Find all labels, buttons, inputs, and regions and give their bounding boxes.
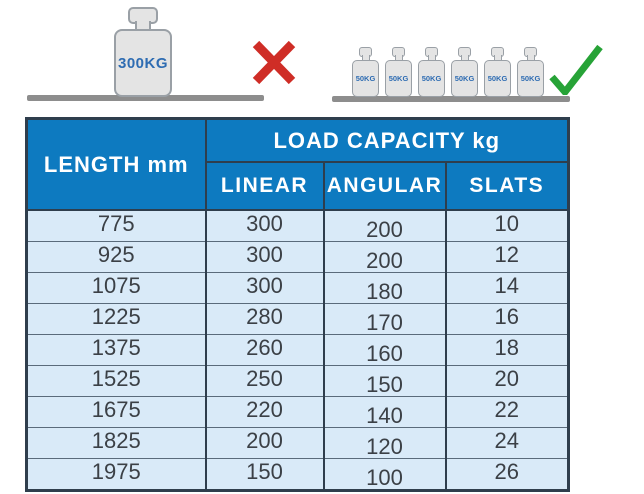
cell-angular: 140	[324, 397, 446, 428]
cell-length: 775	[27, 210, 206, 242]
weight-label: 50KG	[388, 74, 409, 83]
table-row	[27, 210, 569, 242]
cell-linear: 150	[206, 459, 324, 491]
weight-body	[385, 60, 412, 97]
cell-slats: 12	[446, 242, 569, 273]
cell-angular: 200	[324, 242, 446, 273]
cell-length: 1675	[27, 397, 206, 428]
table-body	[27, 210, 569, 491]
table-row	[27, 397, 569, 428]
weight-label: 50KG	[487, 74, 508, 83]
weight-50kg	[385, 47, 412, 97]
header-angular: ANGULAR	[324, 162, 446, 210]
load-capacity-table	[25, 117, 570, 492]
cell-slats: 16	[446, 304, 569, 335]
weight-body	[352, 60, 379, 97]
table-row	[27, 273, 569, 304]
check-icon	[549, 43, 604, 95]
cell-slats: 10	[446, 210, 569, 242]
cell-linear: 300	[206, 210, 324, 242]
cell-slats: 22	[446, 397, 569, 428]
weight-label: 300KG	[117, 54, 169, 72]
cell-angular: 200	[324, 210, 446, 242]
cell-linear: 260	[206, 335, 324, 366]
weight-50kg	[484, 47, 511, 97]
weight-50kg	[352, 47, 379, 97]
weight-body	[114, 29, 172, 97]
weight-50kg	[451, 47, 478, 97]
header-length: LENGTH mm	[27, 119, 206, 211]
weight-body	[451, 60, 478, 97]
cell-linear: 250	[206, 366, 324, 397]
cross-icon	[250, 39, 298, 86]
cell-angular: 120	[324, 428, 446, 459]
cell-length: 1825	[27, 428, 206, 459]
cell-angular: 150	[324, 366, 446, 397]
weight-label: 50KG	[454, 74, 475, 83]
cell-length: 1075	[27, 273, 206, 304]
weight-label: 50KG	[421, 74, 442, 83]
table-row	[27, 304, 569, 335]
table-row	[27, 428, 569, 459]
cell-linear: 300	[206, 273, 324, 304]
load-illustration	[0, 0, 644, 117]
weight-50kg	[418, 47, 445, 97]
header-load-capacity: LOAD CAPACITY kg	[206, 119, 569, 163]
weights-row	[352, 47, 544, 97]
cell-angular: 180	[324, 273, 446, 304]
cell-slats: 14	[446, 273, 569, 304]
weight-label: 50KG	[355, 74, 376, 83]
weight-body	[484, 60, 511, 97]
cell-angular: 160	[324, 335, 446, 366]
weight-300kg	[114, 7, 172, 97]
cell-slats: 20	[446, 366, 569, 397]
table-row	[27, 335, 569, 366]
header-linear: LINEAR	[206, 162, 324, 210]
table-row	[27, 459, 569, 491]
cell-slats: 24	[446, 428, 569, 459]
cell-angular: 170	[324, 304, 446, 335]
cell-linear: 220	[206, 397, 324, 428]
weight-body	[517, 60, 544, 97]
cell-length: 1975	[27, 459, 206, 491]
table-row	[27, 366, 569, 397]
cell-linear: 280	[206, 304, 324, 335]
cell-slats: 18	[446, 335, 569, 366]
cell-angular: 100	[324, 459, 446, 491]
header-slats: SLATS	[446, 162, 569, 210]
table-row	[27, 242, 569, 273]
weight-body	[418, 60, 445, 97]
cell-slats: 26	[446, 459, 569, 491]
cell-linear: 200	[206, 428, 324, 459]
cell-linear: 300	[206, 242, 324, 273]
cell-length: 1225	[27, 304, 206, 335]
cell-length: 925	[27, 242, 206, 273]
cell-length: 1525	[27, 366, 206, 397]
weight-label: 50KG	[520, 74, 541, 83]
weight-50kg	[517, 47, 544, 97]
cell-length: 1375	[27, 335, 206, 366]
